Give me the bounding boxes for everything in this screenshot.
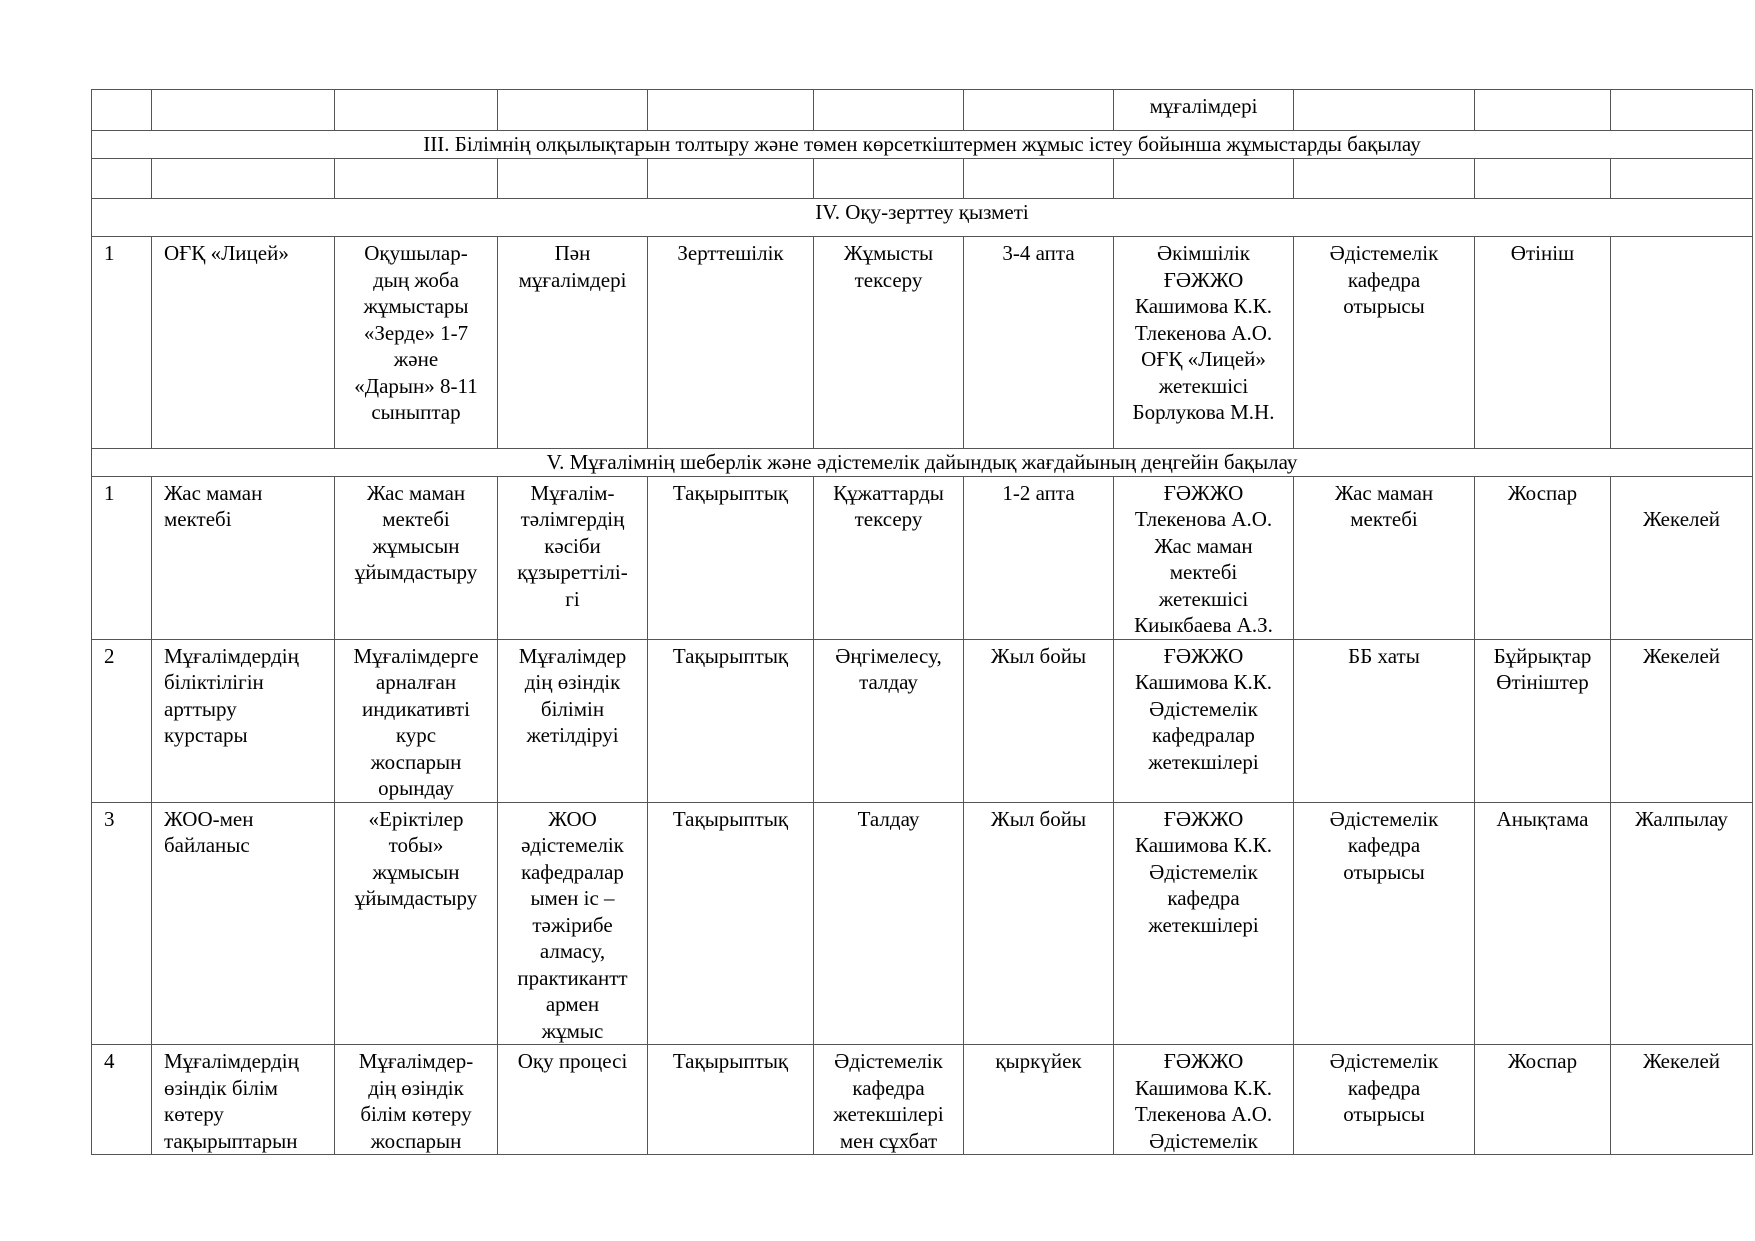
table-cell: Мұғалімдерге арналған индикативті курс жоспарын орындау (335, 639, 498, 802)
table-cell (814, 159, 964, 199)
table-cell: Тақырыптық (648, 639, 814, 802)
table-cell (964, 159, 1114, 199)
table-cell: Әңгімелесу, талдау (814, 639, 964, 802)
row-number: 2 (92, 639, 152, 802)
table-cell: Жекелей (1611, 476, 1753, 639)
table-cell: ЖОО-мен байланыс (152, 802, 335, 1045)
table-cell: Әдістемелік кафедра отырысы (1294, 1045, 1475, 1155)
table-cell: Жекелей (1611, 1045, 1753, 1155)
table-cell: Жыл бойы (964, 639, 1114, 802)
table-cell (498, 159, 648, 199)
row-number: 1 (92, 476, 152, 639)
table-cell: Жас маман мектебі жұмысын ұйымдастыру (335, 476, 498, 639)
table-row (92, 639, 1753, 802)
section-title: IV. Оқу-зерттеу қызметі (92, 199, 1753, 237)
table-cell: Мұғалімдер- дің өзіндік білім көтеру жоспарын (335, 1045, 498, 1155)
table-cell: ЖОО әдістемелік кафедралар ымен іс – тәжірибе алмасу, практикантт армен жұмыс (498, 802, 648, 1045)
table-cell (92, 90, 152, 131)
table-cell (1611, 90, 1753, 131)
table-cell: Әдістемелік кафедра отырысы (1294, 802, 1475, 1045)
table-cell: Тақырыптық (648, 476, 814, 639)
table-cell (92, 159, 152, 199)
section-header-row (92, 449, 1753, 477)
table-cell: Құжаттарды тексеру (814, 476, 964, 639)
table-cell (1294, 90, 1475, 131)
table-cell: Мұғалімдердің өзіндік білім көтеру тақырыптарын (152, 1045, 335, 1155)
table-cell: Жас маман мектебі (1294, 476, 1475, 639)
section-title: V. Мұғалімнің шеберлік және әдістемелік дайындық жағдайының деңгейін бақылау (92, 449, 1753, 477)
section-title: III. Білімнің олқылықтарын толтыру және төмен көрсеткіштермен жұмыс істеу бойынша жұмыстарды бақылау (92, 131, 1753, 159)
table-cell: қыркүйек (964, 1045, 1114, 1155)
table-cell (814, 90, 964, 131)
table-row (92, 237, 1753, 449)
table-cell: ҒӘЖЖО Кашимова К.К. Тлекенова А.О. Әдістемелік (1114, 1045, 1294, 1155)
table-cell: ББ хаты (1294, 639, 1475, 802)
table-cell: Талдау (814, 802, 964, 1045)
table-cell (1611, 159, 1753, 199)
table-cell (335, 159, 498, 199)
row-number: 4 (92, 1045, 152, 1155)
table-cell (1475, 159, 1611, 199)
table-cell (1475, 90, 1611, 131)
table-cell: Жалпылау (1611, 802, 1753, 1045)
table-cell: Оқу процесі (498, 1045, 648, 1155)
table-row (92, 1045, 1753, 1155)
table-cell: Жыл бойы (964, 802, 1114, 1045)
table-cell (1611, 237, 1753, 449)
table-cell (152, 159, 335, 199)
table-cell: мұғалімдері (1114, 90, 1294, 131)
table-cell (1294, 159, 1475, 199)
table-cell: Жұмысты тексеру (814, 237, 964, 449)
table-row (92, 159, 1753, 199)
table-cell (964, 90, 1114, 131)
table-cell (648, 159, 814, 199)
table-cell: «Еріктілер тобы» жұмысын ұйымдастыру (335, 802, 498, 1045)
table-cell: Жекелей (1611, 639, 1753, 802)
table-cell: Зерттешілік (648, 237, 814, 449)
table-cell: Жоспар (1475, 476, 1611, 639)
table-row (92, 90, 1753, 131)
table-cell: Тақырыптық (648, 802, 814, 1045)
section-header-row (92, 199, 1753, 237)
table-cell: Жас маман мектебі (152, 476, 335, 639)
table-cell: Мұғалімдердің біліктілігін арттыру курстары (152, 639, 335, 802)
table-cell: 1-2 апта (964, 476, 1114, 639)
table-row (92, 802, 1753, 1045)
table-cell: 3-4 апта (964, 237, 1114, 449)
table-cell: Мұғалім- тәлімгердің кәсіби құзыреттілі- гі (498, 476, 648, 639)
table-cell (498, 90, 648, 131)
section-header-row (92, 131, 1753, 159)
table-cell: ҒӘЖЖО Кашимова К.К. Әдістемелік кафедра жетекшілері (1114, 802, 1294, 1045)
table-cell (152, 90, 335, 131)
row-number: 3 (92, 802, 152, 1045)
table-cell: ОҒҚ «Лицей» (152, 237, 335, 449)
plan-table (91, 89, 1753, 1155)
table-cell: Тақырыптық (648, 1045, 814, 1155)
table-cell (648, 90, 814, 131)
row-number: 1 (92, 237, 152, 449)
table-cell: Әдістемелік кафедра жетекшілері мен сұхбат (814, 1045, 964, 1155)
table-cell: ҒӘЖЖО Тлекенова А.О. Жас маман мектебі жетекшісі Киыкбаева А.З. (1114, 476, 1294, 639)
table-cell: Пән мұғалімдері (498, 237, 648, 449)
table-cell: Әдістемелік кафедра отырысы (1294, 237, 1475, 449)
table-row (92, 476, 1753, 639)
table-cell: Анықтама (1475, 802, 1611, 1045)
table-cell: Әкімшілік ҒӘЖЖО Кашимова К.К. Тлекенова А.О. ОҒҚ «Лицей» жетекшісі Борлукова М.Н. (1114, 237, 1294, 449)
table-cell (335, 90, 498, 131)
table-cell: Мұғалімдер дің өзіндік білімін жетілдіруі (498, 639, 648, 802)
table-cell: Өтініш (1475, 237, 1611, 449)
table-cell: ҒӘЖЖО Кашимова К.К. Әдістемелік кафедралар жетекшілері (1114, 639, 1294, 802)
table-cell: Бұйрықтар Өтініштер (1475, 639, 1611, 802)
table-cell: Оқушылар- дың жоба жұмыстары «Зерде» 1-7 және «Дарын» 8-11 сыныптар (335, 237, 498, 449)
table-cell: Жоспар (1475, 1045, 1611, 1155)
table-cell (1114, 159, 1294, 199)
